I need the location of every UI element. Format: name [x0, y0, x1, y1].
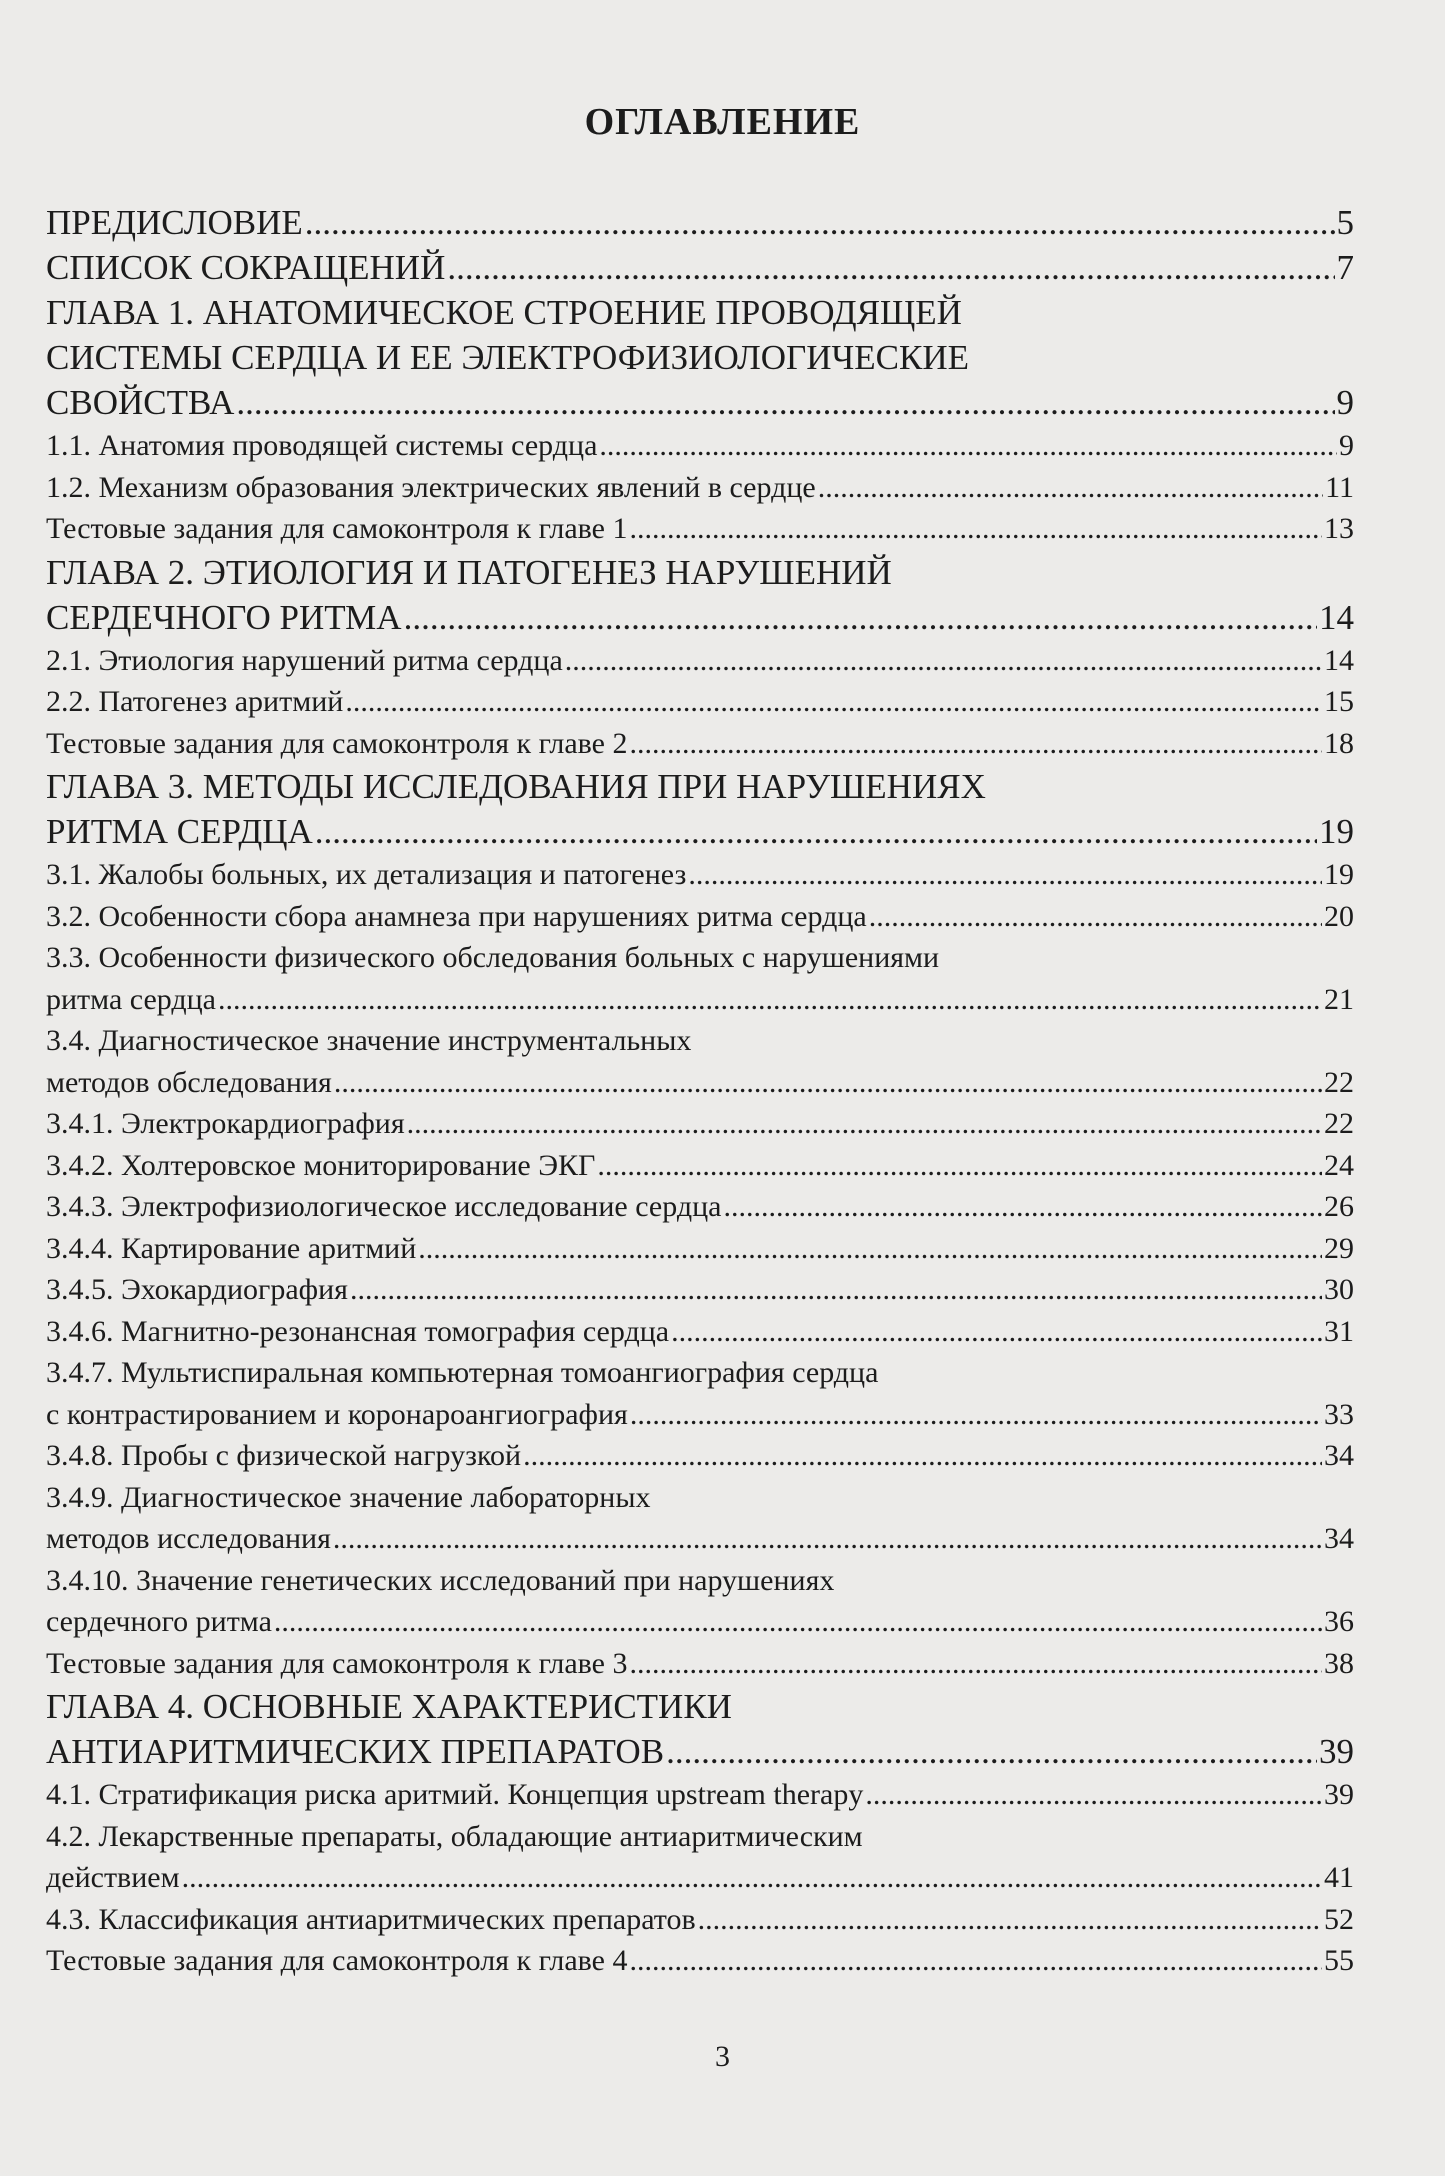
toc-entry: [46, 1477, 1354, 1560]
dot-leader: [688, 854, 1322, 896]
toc-entry-text: СЕРДЕЧНОГО РИТМА: [46, 597, 402, 637]
toc-page-number: 31: [1324, 1314, 1354, 1348]
toc-entry-line: [46, 1394, 1354, 1436]
toc-page-number: 9: [1336, 383, 1354, 422]
dot-leader: [869, 896, 1322, 938]
toc-entry-text: 3.4.5. Эхокардиография: [46, 1273, 348, 1306]
toc-entry: [46, 1269, 1354, 1311]
toc-entry-text: 3.2. Особенности сбора анамнеза при нарушениях ритма сердца: [46, 899, 867, 933]
toc-entry: [46, 425, 1354, 467]
toc-page-number: 11: [1325, 470, 1354, 504]
toc-entry-text: 3.4.3. Электрофизиологическое исследование сердца: [46, 1190, 722, 1223]
toc-entry: [46, 290, 1354, 425]
toc-entry: [46, 681, 1354, 723]
dot-leader: [597, 1145, 1322, 1187]
toc-entry-text: действием: [46, 1861, 180, 1894]
toc-entry-line: [46, 1020, 1354, 1062]
toc-page-number: 39: [1324, 1778, 1354, 1811]
dot-leader: [236, 380, 1334, 425]
table-of-contents: [46, 200, 1354, 1982]
toc-entry-line: [46, 1899, 1354, 1941]
toc-entry-text: 2.2. Патогенез аритмий: [46, 685, 344, 718]
dot-leader: [629, 1940, 1322, 1982]
toc-entry-text: 2.1. Этиология нарушений ритма сердца: [46, 643, 563, 677]
dot-leader: [565, 640, 1322, 682]
toc-page-number: 18: [1324, 726, 1354, 760]
toc-entry-text: 3.4.10. Значение генетических исследований при нарушениях: [46, 1563, 835, 1597]
toc-entry-text: АНТИАРИТМИЧЕСКИХ ПРЕПАРАТОВ: [46, 1732, 665, 1771]
toc-entry-line: [46, 1477, 1354, 1519]
toc-entry-text: 3.4.2. Холтеровское мониторирование ЭКГ: [46, 1148, 596, 1182]
toc-entry-text: ГЛАВА 1. АНАТОМИЧЕСКОЕ СТРОЕНИЕ ПРОВОДЯЩЕЙ: [46, 293, 962, 332]
dot-leader: [599, 425, 1337, 467]
toc-page-number: 7: [1336, 248, 1354, 287]
toc-entry-text: СПИСОК СОКРАЩЕНИЙ: [46, 248, 446, 287]
toc-entry-line: [46, 335, 1354, 380]
toc-entry-line: [46, 1311, 1354, 1353]
toc-entry: [46, 1435, 1354, 1477]
toc-entry-text: с контрастированием и коронароангиография: [46, 1397, 628, 1431]
dot-leader: [218, 979, 1322, 1021]
toc-page-number: 34: [1324, 1522, 1354, 1555]
toc-page-number: 14: [1319, 597, 1354, 637]
toc-entry: [46, 245, 1354, 290]
toc-page-number: 41: [1324, 1861, 1354, 1894]
toc-entry-text: 3.1. Жалобы больных, их детализация и патогенез: [46, 858, 687, 891]
dot-leader: [629, 508, 1322, 550]
toc-entry-line: [46, 508, 1354, 550]
dot-leader: [818, 467, 1323, 509]
toc-entry-line: [46, 245, 1354, 290]
toc-entry-line: [46, 467, 1354, 509]
dot-leader: [305, 200, 1335, 245]
toc-entry-line: [46, 595, 1354, 640]
dot-leader: [630, 1394, 1322, 1436]
toc-entry-line: [46, 1560, 1354, 1602]
dot-leader: [407, 1103, 1322, 1145]
dot-leader: [447, 245, 1334, 290]
toc-entry-line: [46, 1435, 1354, 1477]
toc-page-number: 26: [1324, 1190, 1354, 1223]
toc-entry-line: [46, 979, 1354, 1021]
toc-entry-text: СИСТЕМЫ СЕРДЦА И ЕЕ ЭЛЕКТРОФИЗИОЛОГИЧЕСКИЕ: [46, 338, 969, 377]
dot-leader: [629, 723, 1322, 765]
toc-entry-text: Тестовые задания для самоконтроля к главе 3: [46, 1646, 628, 1680]
dot-leader: [671, 1311, 1322, 1353]
toc-entry: [46, 200, 1354, 245]
toc-page-number: 30: [1324, 1273, 1354, 1306]
toc-entry-line: [46, 640, 1354, 682]
toc-entry: [46, 1899, 1354, 1941]
toc-entry-line: [46, 1684, 1354, 1729]
toc-entry-text: Тестовые задания для самоконтроля к главе 4: [46, 1944, 628, 1977]
toc-entry-text: 3.4.9. Диагностическое значение лабораторных: [46, 1480, 651, 1514]
toc-page-number: 36: [1324, 1605, 1354, 1638]
toc-entry: [46, 1940, 1354, 1982]
toc-entry-text: ГЛАВА 4. ОСНОВНЫЕ ХАРАКТЕРИСТИКИ: [46, 1687, 732, 1726]
dot-leader: [723, 1186, 1322, 1228]
dot-leader: [698, 1899, 1322, 1941]
toc-entry: [46, 1311, 1354, 1353]
toc-entry-text: 3.4.8. Пробы с физической нагрузкой: [46, 1439, 522, 1472]
toc-entry-text: 4.2. Лекарственные препараты, обладающие антиаритмическим: [46, 1819, 863, 1853]
toc-entry-line: [46, 1228, 1354, 1270]
toc-entry: [46, 723, 1354, 765]
dot-leader: [350, 1269, 1322, 1311]
dot-leader: [418, 1228, 1322, 1270]
page-number: 3: [715, 2040, 730, 2073]
dot-leader: [666, 1729, 1317, 1774]
toc-entry-line: [46, 1518, 1354, 1560]
toc-entry-line: [46, 1729, 1354, 1774]
toc-entry-line: [46, 1601, 1354, 1643]
toc-page-number: 38: [1324, 1646, 1354, 1680]
toc-page-number: 13: [1324, 512, 1354, 545]
toc-entry-line: [46, 200, 1354, 245]
toc-entry: [46, 1186, 1354, 1228]
toc-entry-text: 3.3. Особенности физического обследования больных с нарушениями: [46, 941, 940, 974]
toc-entry-line: [46, 1186, 1354, 1228]
toc-entry: [46, 1103, 1354, 1145]
toc-entry-text: 3.4.6. Магнитно-резонансная томография сердца: [46, 1314, 670, 1348]
toc-page-number: 15: [1324, 685, 1354, 718]
toc-entry: [46, 1020, 1354, 1103]
toc-page-number: 20: [1324, 899, 1354, 933]
toc-entry-line: [46, 1816, 1354, 1858]
toc-entry-line: [46, 1269, 1354, 1311]
toc-page-number: 19: [1319, 812, 1354, 851]
toc-entry-line: [46, 550, 1354, 595]
toc-entry-text: 1.2. Механизм образования электрических явлений в сердце: [46, 470, 816, 504]
toc-entry: [46, 1816, 1354, 1899]
toc-entry-line: [46, 896, 1354, 938]
toc-page-number: 33: [1324, 1397, 1354, 1431]
dot-leader: [629, 1643, 1322, 1685]
toc-page-number: 21: [1324, 982, 1354, 1016]
toc-entry-text: ритма сердца: [46, 982, 216, 1016]
toc-entry-line: [46, 937, 1354, 979]
toc-entry-text: методов обследования: [46, 1065, 332, 1099]
toc-entry-line: [46, 1940, 1354, 1982]
toc-entry-line: [46, 1352, 1354, 1394]
toc-entry-text: 3.4. Диагностическое значение инструментальных: [46, 1024, 692, 1057]
toc-entry-text: 3.4.1. Электрокардиография: [46, 1107, 405, 1140]
toc-entry-text: Тестовые задания для самоконтроля к главе 1: [46, 512, 628, 545]
toc-entry: [46, 1145, 1354, 1187]
toc-entry-text: РИТМА СЕРДЦА: [46, 812, 313, 851]
toc-entry-text: методов исследования: [46, 1522, 331, 1555]
toc-page-number: 14: [1324, 643, 1354, 677]
toc-entry-text: ПРЕДИСЛОВИЕ: [46, 203, 303, 242]
toc-entry: [46, 1560, 1354, 1643]
toc-entry-line: [46, 425, 1354, 467]
toc-entry-line: [46, 290, 1354, 335]
toc-entry-line: [46, 809, 1354, 854]
toc-entry-text: сердечного ритма: [46, 1605, 272, 1638]
toc-entry-line: [46, 723, 1354, 765]
toc-entry: [46, 467, 1354, 509]
toc-entry-line: [46, 380, 1354, 425]
dot-leader: [274, 1601, 1322, 1643]
toc-page-number: 29: [1324, 1231, 1354, 1265]
dot-leader: [334, 1062, 1322, 1104]
toc-entry: [46, 854, 1354, 896]
toc-page-number: 22: [1324, 1065, 1354, 1099]
toc-entry-text: 4.3. Классификация антиаритмических препаратов: [46, 1902, 696, 1936]
toc-page-number: 55: [1324, 1944, 1354, 1977]
toc-entry-line: [46, 1145, 1354, 1187]
toc-entry-line: [46, 1857, 1354, 1899]
toc-entry-line: [46, 854, 1354, 896]
toc-entry: [46, 640, 1354, 682]
toc-page-number: 34: [1324, 1439, 1354, 1472]
toc-entry-line: [46, 1643, 1354, 1685]
toc-entry-text: СВОЙСТВА: [46, 383, 235, 422]
toc-entry-text: Тестовые задания для самоконтроля к главе 2: [46, 726, 628, 760]
toc-entry-text: 3.4.4. Картирование аритмий: [46, 1231, 417, 1265]
toc-entry: [46, 896, 1354, 938]
toc-entry: [46, 1684, 1354, 1774]
dot-leader: [865, 1774, 1322, 1816]
toc-page-number: 5: [1336, 203, 1354, 242]
toc-entry-text: ГЛАВА 2. ЭТИОЛОГИЯ И ПАТОГЕНЕЗ НАРУШЕНИЙ: [46, 552, 892, 592]
toc-entry-line: [46, 1062, 1354, 1104]
toc-entry: [46, 550, 1354, 640]
toc-entry-text: 1.1. Анатомия проводящей системы сердца: [46, 429, 598, 462]
toc-entry: [46, 1228, 1354, 1270]
dot-leader: [523, 1435, 1322, 1477]
page-title: ОГЛАВЛЕНИЕ: [584, 101, 861, 143]
toc-entry: [46, 1643, 1354, 1685]
dot-leader: [315, 809, 1317, 854]
toc-entry: [46, 508, 1354, 550]
toc-page-number: 9: [1339, 429, 1354, 462]
toc-entry-text: 4.1. Стратификация риска аритмий. Концепция upstream therapy: [46, 1778, 864, 1811]
toc-entry: [46, 1774, 1354, 1816]
toc-entry-line: [46, 764, 1354, 809]
toc-entry-text: ГЛАВА 3. МЕТОДЫ ИССЛЕДОВАНИЯ ПРИ НАРУШЕНИЯХ: [46, 767, 986, 806]
toc-entry: [46, 1352, 1354, 1435]
toc-entry-line: [46, 681, 1354, 723]
toc-entry: [46, 937, 1354, 1020]
toc-entry: [46, 764, 1354, 854]
toc-page-number: 52: [1324, 1902, 1354, 1936]
dot-leader: [404, 595, 1317, 640]
toc-page-number: 39: [1319, 1732, 1354, 1771]
toc-entry-line: [46, 1103, 1354, 1145]
toc-entry-line: [46, 1774, 1354, 1816]
dot-leader: [333, 1518, 1322, 1560]
dot-leader: [182, 1857, 1322, 1899]
toc-page-number: 24: [1324, 1148, 1354, 1182]
toc-page-number: 22: [1324, 1107, 1354, 1140]
dot-leader: [345, 681, 1322, 723]
toc-page-number: 19: [1324, 858, 1354, 891]
toc-entry-text: 3.4.7. Мультиспиральная компьютерная томоангиография сердца: [46, 1356, 879, 1389]
